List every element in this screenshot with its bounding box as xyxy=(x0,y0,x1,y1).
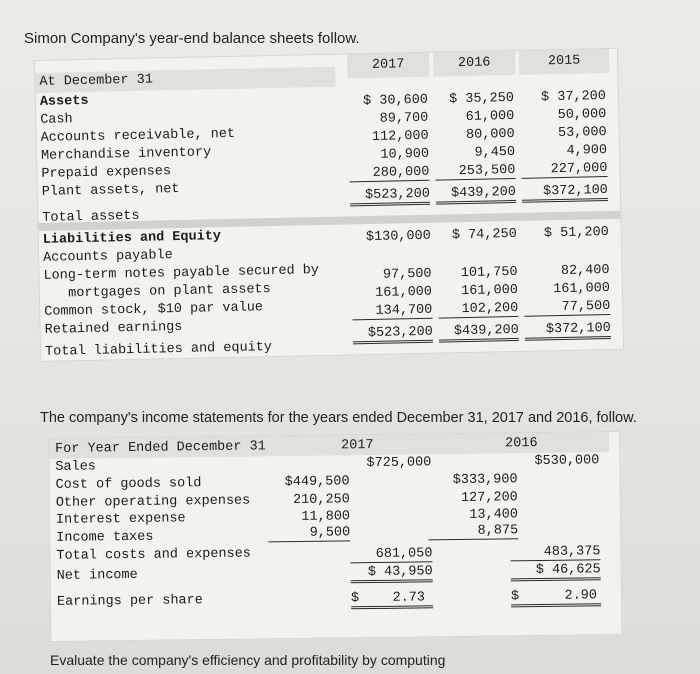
cell: $ 43,950 xyxy=(351,564,433,583)
cell: $372,100 xyxy=(525,321,611,341)
cell: $333,900 xyxy=(452,472,518,489)
row-label: Retained earnings xyxy=(44,319,183,338)
cell: 253,500 xyxy=(435,163,515,181)
cell: 80,000 xyxy=(465,126,515,143)
cell: $725,000 xyxy=(366,455,432,472)
row-label: Prepaid expenses xyxy=(41,164,172,182)
balance-sheet xyxy=(34,48,624,362)
footer-text: Evaluate the company's efficiency and profitability by computing xyxy=(50,652,446,668)
cell: 77,500 xyxy=(524,299,610,317)
intro-text: Simon Company's year-end balance sheets follow. xyxy=(24,30,360,47)
cell: 161,000 xyxy=(461,282,519,300)
cell: $ 37,200 xyxy=(540,89,607,106)
cell: 9,500 xyxy=(268,525,350,542)
cell: 161,000 xyxy=(375,284,433,301)
cell: $372,100 xyxy=(522,183,608,203)
cell: 2.73 xyxy=(392,590,426,606)
cell: $ 74,250 xyxy=(451,226,517,244)
row-label: Total assets xyxy=(42,208,140,226)
income-intro-text: The company's income statements for the years ended December 31, 2017 and 2016, follow. xyxy=(40,410,637,426)
cell: $449,500 xyxy=(284,474,350,491)
cell: $523,200 xyxy=(350,187,430,207)
row-label: Net income xyxy=(56,567,138,584)
cell: 134,700 xyxy=(352,303,432,321)
eps-2016 xyxy=(511,588,601,607)
cell: 127,200 xyxy=(460,490,518,506)
balance-caption: At December 31 xyxy=(39,72,154,90)
row-label: Accounts receivable, net xyxy=(40,126,236,146)
eps-currency: $ xyxy=(350,591,360,607)
cell: 2.90 xyxy=(564,588,598,604)
row-label: Accounts payable xyxy=(42,248,173,266)
eps-2017 xyxy=(351,590,433,609)
cell: 89,700 xyxy=(379,110,429,127)
income-caption: For Year Ended December 31 xyxy=(55,439,266,457)
income-year-2017: 2017 xyxy=(341,438,374,454)
row-label: Long-term notes payable secured by xyxy=(43,263,320,284)
year-2015-header: 2015 xyxy=(547,53,581,70)
income-statement xyxy=(48,431,622,642)
cell: 50,000 xyxy=(557,107,607,124)
row-label: Income taxes xyxy=(56,529,154,546)
cell: 82,400 xyxy=(560,262,610,280)
cell: 210,250 xyxy=(292,492,350,509)
eps-currency: $ xyxy=(510,589,520,605)
cell: 13,400 xyxy=(469,507,519,523)
cell: $ 30,600 xyxy=(362,92,429,110)
row-label: Total liabilities and equity xyxy=(44,340,273,360)
cell: $ 51,200 xyxy=(543,225,609,242)
cell: 161,000 xyxy=(553,280,611,298)
row-label: Other operating expenses xyxy=(55,493,251,511)
cell: $530,000 xyxy=(534,453,600,470)
cell: 53,000 xyxy=(557,125,607,142)
row-label: Common stock, $10 par value xyxy=(44,300,264,320)
cell: 11,800 xyxy=(301,509,351,525)
row-label: Cost of goods sold xyxy=(55,476,202,493)
cell: 280,000 xyxy=(349,165,429,183)
cell: 61,000 xyxy=(465,108,515,125)
row-label: Sales xyxy=(55,459,96,475)
cell: $ 46,625 xyxy=(511,562,601,581)
row-label: mortgages on plant assets xyxy=(43,282,271,302)
cell: $ 35,250 xyxy=(448,90,515,108)
cell: $439,200 xyxy=(439,323,519,343)
row-label: Plant assets, net xyxy=(41,181,180,200)
cell: 9,450 xyxy=(474,144,516,161)
cell: 10,900 xyxy=(380,146,430,163)
cell: 101,750 xyxy=(460,264,518,282)
assets-heading: Assets xyxy=(39,93,89,110)
cell: $130,000 xyxy=(365,228,431,246)
cell: 97,500 xyxy=(382,266,432,283)
cell: $523,200 xyxy=(353,325,433,345)
row-label: Interest expense xyxy=(55,511,186,528)
cell: 102,200 xyxy=(438,301,518,319)
year-2017-header: 2017 xyxy=(371,57,405,73)
row-label: Earnings per share xyxy=(56,593,203,610)
liabilities-heading: Liabilities and Equity xyxy=(42,229,222,248)
cell: 227,000 xyxy=(521,161,607,179)
income-year-2016: 2016 xyxy=(505,436,538,452)
year-2016-header: 2016 xyxy=(457,55,491,72)
cell: 4,900 xyxy=(566,143,608,159)
row-label: Merchandise inventory xyxy=(40,145,212,164)
row-label: Total costs and expenses xyxy=(56,546,251,564)
cell: 112,000 xyxy=(371,128,429,145)
cell: 681,050 xyxy=(350,546,432,563)
cell: 8,875 xyxy=(428,523,518,540)
row-label: Cash xyxy=(40,112,73,128)
cell: 483,375 xyxy=(510,544,600,561)
cell: $439,200 xyxy=(436,185,516,205)
